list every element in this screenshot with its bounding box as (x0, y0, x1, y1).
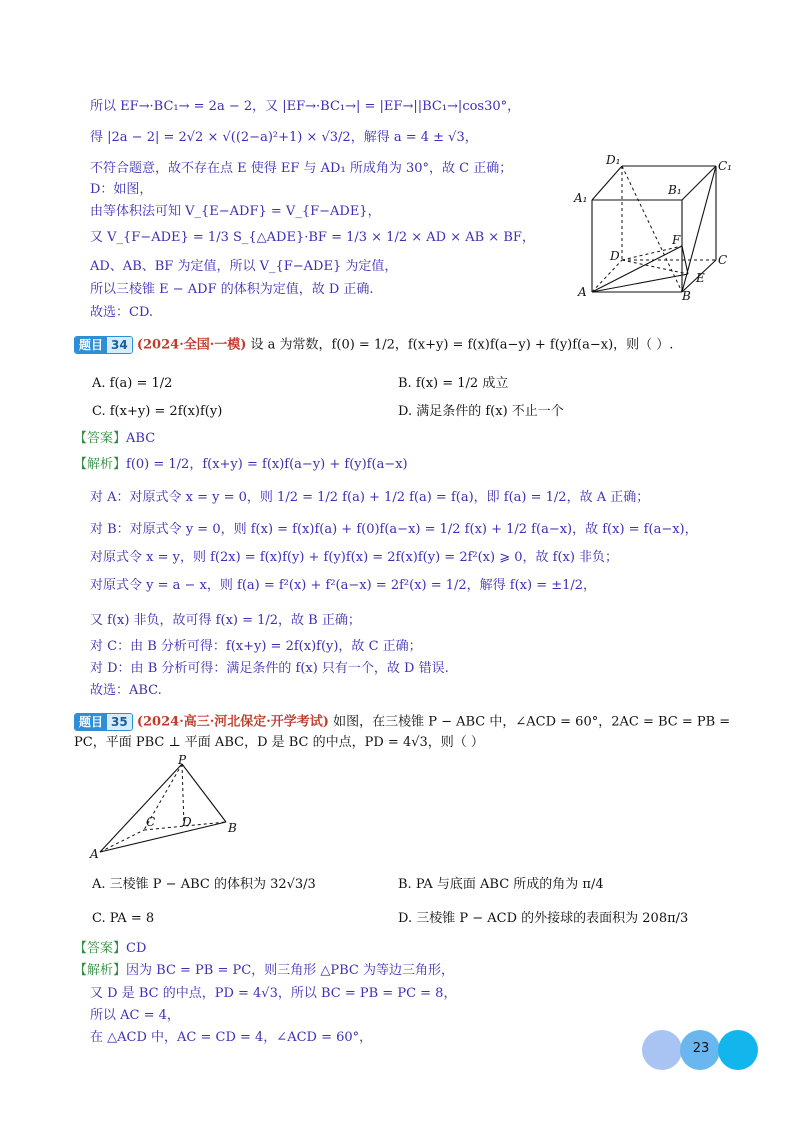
page-number: 23 (692, 1041, 710, 1056)
option-c: C. PA = 8 (92, 911, 155, 926)
answer-value: CD (126, 941, 147, 956)
question-text: 如图，在三棱锥 P − ABC 中，∠ACD = 60°，2AC = BC = PB = (333, 714, 731, 730)
analysis-line: 【解析】因为 BC = PB = PC，则三角形 △PBC 为等边三角形， (74, 963, 454, 978)
pyramid-label: P (178, 754, 187, 767)
question-34-stem (74, 336, 673, 355)
question-source: (2024·全国·一模) (136, 337, 247, 353)
solution-line: 由等体积法可知 V_{E−ADF} = V_{F−ADE}， (90, 204, 381, 219)
option-a: A. 三棱锥 P − ABC 的体积为 32√3/3 (92, 877, 316, 892)
solution-line: D：如图， (90, 182, 153, 197)
question-35-stem (74, 713, 730, 732)
question-text: 设 a 为常数，f(0) = 1/2，f(x+y) = f(x)f(a−y) + f(y)f(a−x)，则（ ）. (250, 337, 674, 353)
pyramid-label: C (146, 815, 156, 829)
pyramid-label: D (182, 815, 192, 829)
option-d: D. 满足条件的 f(x) 不止一个 (398, 404, 564, 419)
solution-line: 不符合题意，故不存在点 E 使得 EF 与 AD₁ 所成角为 30°，故 C 正确； (90, 161, 513, 176)
option-a: A. f(a) = 1/2 (92, 376, 173, 391)
cube-label: B₁ (668, 183, 682, 197)
cube-label: F (672, 233, 681, 247)
solution-line: 所以三棱锥 E − ADF 的体积为定值，故 D 正确. (90, 282, 374, 297)
analysis-line: 又 D 是 BC 的中点，PD = 4√3，所以 BC = PB = PC = 8， (90, 986, 457, 1001)
analysis-label: 【解析】 (74, 963, 127, 978)
cube-label: D (610, 249, 620, 263)
answer-line (74, 940, 146, 958)
pyramid-label: A (90, 847, 99, 861)
question-badge: 题目 35 (74, 713, 133, 731)
cube-label: B (682, 289, 691, 303)
analysis-line: 又 f(x) 非负，故可得 f(x) = 1/2，故 B 正确； (90, 613, 361, 628)
analysis-line: 对原式令 y = a − x，则 f(a) = f²(x) + f²(a−x) = 2f²(x) = 1/2，解得 f(x) = ±1/2， (90, 578, 597, 593)
cube-label: C₁ (718, 159, 732, 173)
option-c: C. f(x+y) = 2f(x)f(y) (92, 404, 223, 419)
solution-line: 又 V_{F−ADE} = 1/3 S_{△ADE}·BF = 1/3 × 1/2 × AD × AB × BF， (90, 230, 535, 245)
question-text: PC，平面 PBC ⊥ 平面 ABC，D 是 BC 的中点，PD = 4√3，则（ ） (74, 735, 484, 750)
pyramid-figure (86, 754, 246, 862)
analysis-line: 对 D：由 B 分析可得：满足条件的 f(x) 只有一个，故 D 错误. (90, 661, 449, 676)
cube-label: E (696, 271, 705, 285)
analysis-line: 对 B：对原式令 y = 0，则 f(x) = f(x)f(a) + f(0)f(a−x) = 1/2 f(x) + 1/2 f(a−x)，故 f(x) = f(a−x)， (90, 522, 698, 537)
analysis-line: 在 △ACD 中，AC = CD = 4，∠ACD = 60°， (90, 1030, 373, 1045)
solution-line: 所以 EF→·BC₁→ = 2a − 2，又 |EF→·BC₁→| = |EF→||BC₁→|cos30°， (90, 99, 521, 114)
question-badge: 题目 34 (74, 336, 133, 354)
option-d: D. 三棱锥 P − ACD 的外接球的表面积为 208π/3 (398, 911, 689, 926)
solution-line: 得 |2a − 2| = 2√2 × √((2−a)²+1) × √3/2，解得 a = 4 ± √3， (90, 130, 478, 145)
solution-line: 故选：CD. (90, 305, 154, 320)
analysis-line: 【解析】f(0) = 1/2，f(x+y) = f(x)f(a−y) + f(y)f(a−x) (74, 457, 408, 472)
answer-value: ABC (126, 431, 156, 446)
analysis-line: 对原式令 x = y，则 f(2x) = f(x)f(y) + f(y)f(x) = 2f(x)f(y) = 2f²(x) ⩾ 0，故 f(x) 非负； (90, 550, 619, 565)
option-b: B. PA 与底面 ABC 所成的角为 π/4 (398, 877, 604, 892)
cube-label: A (578, 285, 587, 299)
option-b: B. f(x) = 1/2 成立 (398, 376, 509, 391)
analysis-line: 对 A：对原式令 x = y = 0，则 1/2 = 1/2 f(a) + 1/2 f(a) = f(a)，即 f(a) = 1/2，故 A 正确； (90, 490, 650, 505)
answer-line (74, 430, 155, 448)
cube-figure (570, 150, 740, 310)
cube-label: D₁ (606, 153, 621, 167)
solution-line: AD、AB、BF 为定值，所以 V_{F−ADE} 为定值， (90, 259, 398, 274)
answer-label: 【答案】 (74, 431, 127, 446)
analysis-label: 【解析】 (74, 457, 127, 472)
analysis-line: 故选：ABC. (90, 683, 162, 698)
answer-label: 【答案】 (74, 941, 127, 956)
analysis-line: 对 C：由 B 分析可得：f(x+y) = 2f(x)f(y)，故 C 正确； (90, 639, 422, 654)
cube-label: C (718, 253, 728, 267)
cube-label: A₁ (574, 191, 588, 205)
question-source: (2024·高三·河北保定·开学考试) (136, 714, 329, 730)
pyramid-label: B (228, 821, 237, 835)
analysis-line: 所以 AC = 4， (90, 1008, 180, 1023)
